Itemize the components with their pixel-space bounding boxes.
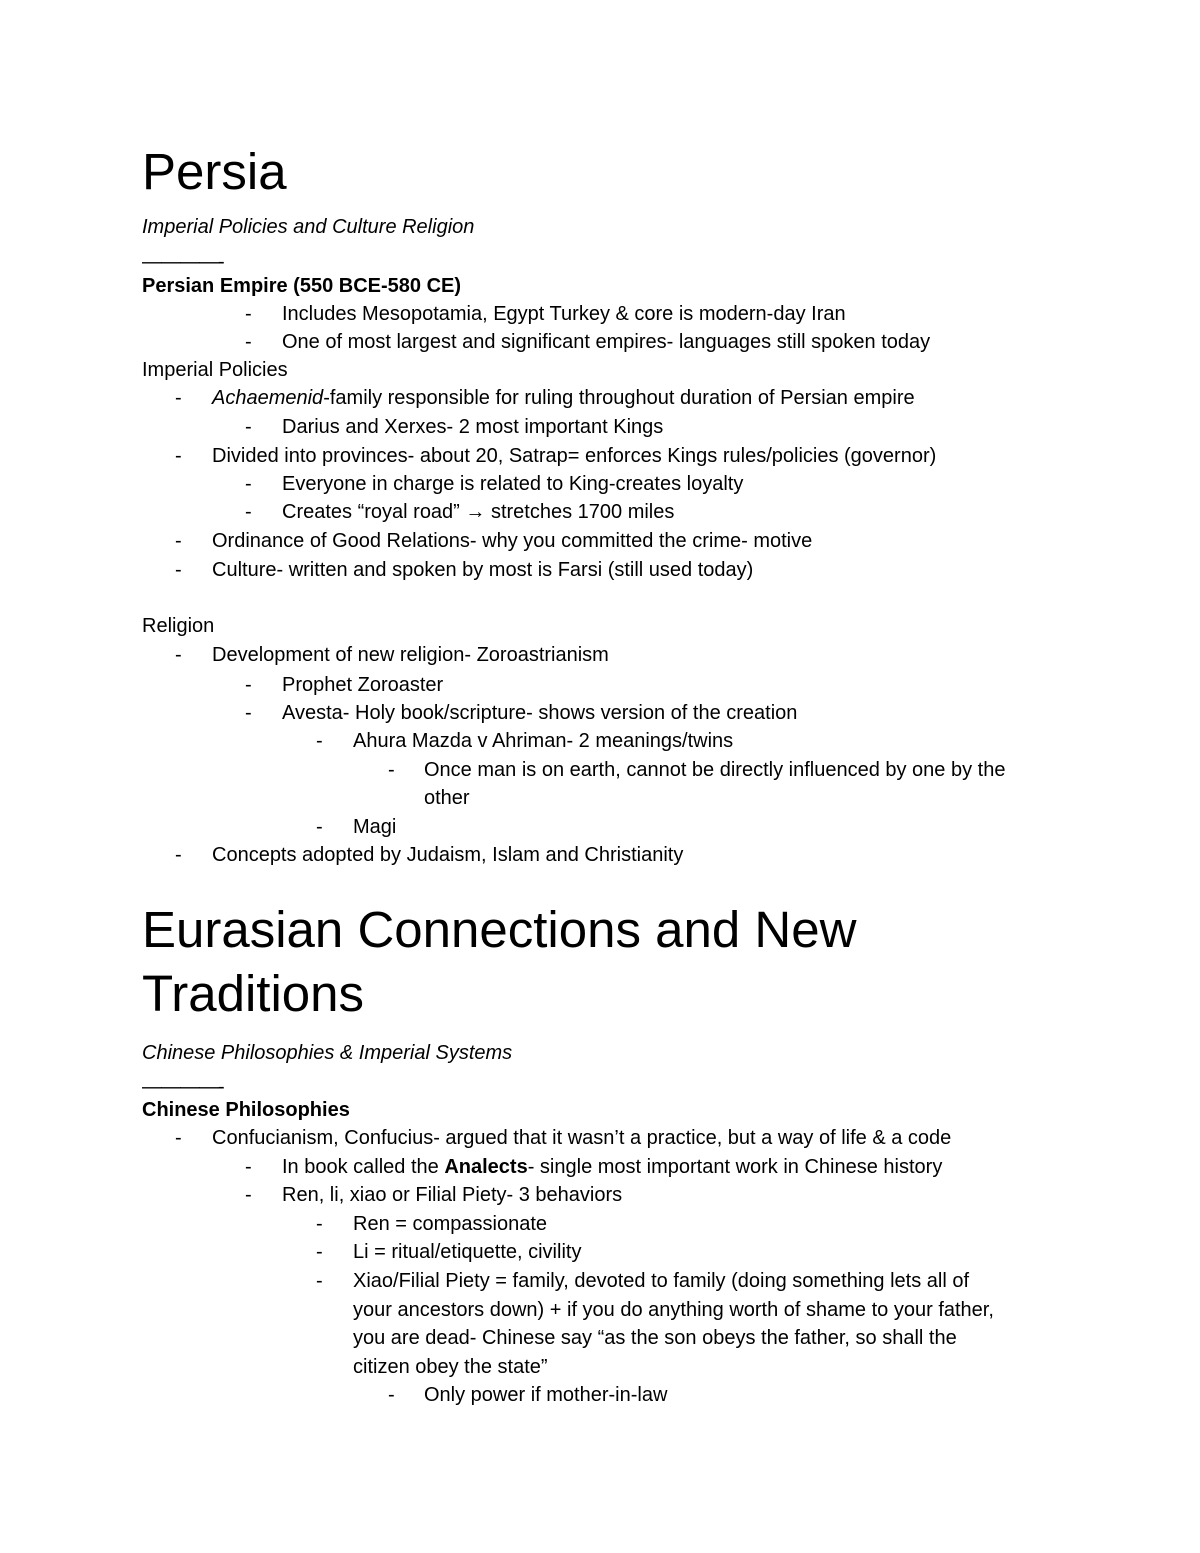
list-item: Culture- written and spoken by most is Farsi (still used today): [212, 559, 754, 581]
list-item: One of most largest and significant empires- languages still spoken today: [282, 331, 931, 353]
bullet-dash: -: [175, 530, 182, 552]
book-text-pre: In book called the: [282, 1156, 445, 1178]
term-achaemenid: Achaemenid: [212, 387, 324, 409]
list-item: Ren, li, xiao or Filial Piety- 3 behaviors: [282, 1184, 623, 1206]
bullet-dash: -: [245, 416, 252, 438]
bullet-dash: -: [245, 331, 252, 353]
list-item: Darius and Xerxes- 2 most important Kings: [282, 416, 664, 438]
list-item: Once man is on earth, cannot be directly influenced by one by the: [424, 759, 1006, 781]
bullet-dash: -: [316, 1213, 323, 1235]
list-item: Ordinance of Good Relations- why you committed the crime- motive: [212, 530, 813, 552]
bullet-dash: -: [245, 473, 252, 495]
bullet-dash: -: [175, 559, 182, 581]
bullet-dash: -: [316, 1241, 323, 1263]
list-item-continuation: citizen obey the state”: [353, 1356, 548, 1378]
bullet-dash: -: [245, 702, 252, 724]
subtitle-eurasian: Chinese Philosophies & Imperial Systems: [142, 1042, 513, 1064]
heading-persian-empire: Persian Empire (550 BCE-580 CE): [142, 275, 462, 297]
list-item: Ren = compassionate: [353, 1213, 548, 1235]
list-item: Xiao/Filial Piety = family, devoted to family (doing something lets all of: [353, 1270, 970, 1292]
bullet-dash: -: [175, 1127, 182, 1149]
achaemenid-description: -family responsible for ruling throughout duration of Persian empire: [323, 387, 915, 409]
title-line-2: Traditions: [142, 965, 365, 1022]
term-analects: Analects: [444, 1156, 528, 1178]
bullet-dash: -: [175, 387, 182, 409]
list-item-continuation: other: [424, 787, 470, 809]
bullet-dash: -: [175, 844, 182, 866]
list-item: Creates “royal road” → stretches 1700 miles: [282, 501, 675, 523]
list-item: Only power if mother-in-law: [424, 1384, 668, 1406]
bullet-dash: -: [388, 1384, 395, 1406]
list-item: Development of new religion- Zoroastrianism: [212, 644, 609, 666]
bullet-dash: -: [316, 730, 323, 752]
bullet-dash: -: [388, 759, 395, 781]
book-text-post: - single most important work in Chinese history: [527, 1156, 943, 1178]
list-item: Concepts adopted by Judaism, Islam and Christianity: [212, 844, 684, 866]
list-item: Prophet Zoroaster: [282, 674, 444, 696]
bullet-dash: -: [175, 644, 182, 666]
heading-chinese-philosophies: Chinese Philosophies: [142, 1099, 350, 1121]
bullet-dash: -: [245, 501, 252, 523]
list-item: Confucianism, Confucius- argued that it wasn’t a practice, but a way of life & a code: [212, 1127, 952, 1149]
label-imperial-policies: Imperial Policies: [142, 359, 288, 381]
list-item: [212, 384, 915, 412]
list-item: Avesta- Holy book/scripture- shows version of the creation: [282, 702, 798, 724]
bullet-dash: -: [245, 674, 252, 696]
label-religion: Religion: [142, 615, 215, 637]
list-item: Divided into provinces- about 20, Satrap= enforces Kings rules/policies (governor): [212, 445, 937, 467]
bullet-dash: -: [245, 1156, 252, 1178]
subtitle-persia: Imperial Policies and Culture Religion: [142, 216, 475, 238]
list-item: Everyone in charge is related to King-creates loyalty: [282, 473, 744, 495]
page-title-eurasian: [142, 898, 856, 1026]
separator-persia: ————-: [142, 251, 224, 273]
list-item-continuation: you are dead- Chinese say “as the son obeys the father, so shall the: [353, 1327, 957, 1349]
separator-eurasian: ————-: [142, 1076, 224, 1098]
bullet-dash: -: [316, 816, 323, 838]
list-item-continuation: your ancestors down) + if you do anything worth of shame to your father,: [353, 1299, 994, 1321]
bullet-dash: -: [175, 445, 182, 467]
page-title-persia: Persia: [142, 143, 287, 200]
list-item: [282, 1153, 942, 1181]
title-line-1: Eurasian Connections and New: [142, 901, 857, 958]
list-item: Includes Mesopotamia, Egypt Turkey & core is modern-day Iran: [282, 303, 846, 325]
bullet-dash: -: [316, 1270, 323, 1292]
list-item: Ahura Mazda v Ahriman- 2 meanings/twins: [353, 730, 734, 752]
bullet-dash: -: [245, 1184, 252, 1206]
bullet-dash: -: [245, 303, 252, 325]
list-item: Li = ritual/etiquette, civility: [353, 1241, 582, 1263]
list-item: Magi: [353, 816, 397, 838]
